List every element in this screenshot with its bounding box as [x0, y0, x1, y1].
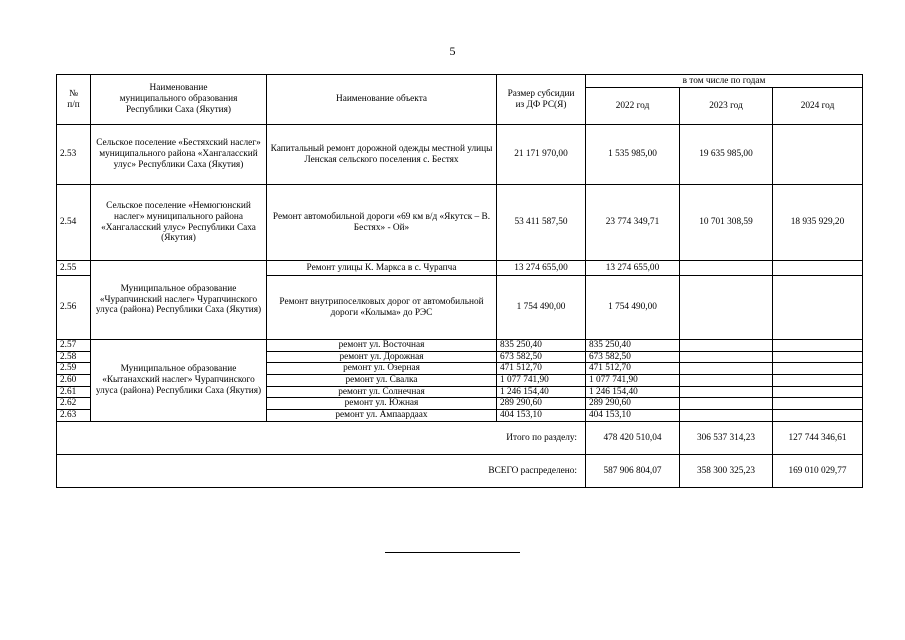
row-object: Ремонт автомобильной дороги «69 км в/д «Якутск – В. Бестях» - Ой»	[267, 185, 497, 261]
header-municipality: Наименование муниципального образования Республики Саха (Якутия)	[91, 75, 267, 125]
row-num: 2.60	[57, 375, 91, 387]
row-object: ремонт ул. Озерная	[267, 363, 497, 375]
header-num: № п/п	[57, 75, 91, 125]
header-years-group: в том числе по годам	[586, 75, 863, 88]
table-row	[57, 125, 863, 185]
row-object: Ремонт внутрипоселковых дорог от автомобильной дороги «Колыма» до РЭС	[267, 276, 497, 340]
row-2023	[680, 261, 773, 276]
row-2022: 404 153,10	[586, 410, 680, 422]
header-object: Наименование объекта	[267, 75, 497, 125]
row-2023	[680, 386, 773, 398]
row-num: 2.54	[57, 185, 91, 261]
row-subsidy: 835 250,40	[497, 340, 586, 352]
row-2024	[773, 276, 863, 340]
row-object: ремонт ул. Солнечная	[267, 386, 497, 398]
grand-total-row	[57, 454, 863, 487]
row-subsidy: 53 411 587,50	[497, 185, 586, 261]
row-object: ремонт ул. Ампаардаах	[267, 410, 497, 422]
row-2024	[773, 363, 863, 375]
grand-total-2022: 358 300 325,23	[680, 454, 773, 487]
grand-total-subsidy: 587 906 804,07	[586, 454, 680, 487]
row-2024	[773, 410, 863, 422]
row-subsidy: 471 512,70	[497, 363, 586, 375]
section-total-2023: 127 744 346,61	[773, 421, 863, 454]
row-2022: 835 250,40	[586, 340, 680, 352]
row-num: 2.53	[57, 125, 91, 185]
row-2023: 10 701 308,59	[680, 185, 773, 261]
row-subsidy: 13 274 655,00	[497, 261, 586, 276]
row-2023	[680, 398, 773, 410]
header-2023: 2023 год	[680, 88, 773, 125]
row-2022: 1 077 741,90	[586, 375, 680, 387]
row-subsidy: 21 171 970,00	[497, 125, 586, 185]
row-2023	[680, 375, 773, 387]
table-row	[57, 340, 863, 352]
row-2022: 289 290,60	[586, 398, 680, 410]
row-municipality: Муниципальное образование «Чурапчинский наслег» Чурапчинского улуса (района) Республики Саха (Якутия)	[91, 261, 267, 340]
row-2023: 19 635 985,00	[680, 125, 773, 185]
header-2024: 2024 год	[773, 88, 863, 125]
row-object: Ремонт улицы К. Маркса в с. Чурапча	[267, 261, 497, 276]
row-subsidy: 1 246 154,40	[497, 386, 586, 398]
row-2022: 23 774 349,71	[586, 185, 680, 261]
row-2024	[773, 261, 863, 276]
row-2024	[773, 375, 863, 387]
row-num: 2.58	[57, 351, 91, 363]
row-2024	[773, 386, 863, 398]
section-total-row	[57, 421, 863, 454]
row-2023	[680, 340, 773, 352]
subsidy-distribution-table	[56, 74, 863, 488]
grand-total-2023: 169 010 029,77	[773, 454, 863, 487]
page-number: 5	[449, 44, 456, 58]
row-2024	[773, 351, 863, 363]
row-2024	[773, 125, 863, 185]
section-total-label: Итого по разделу:	[57, 421, 586, 454]
row-2024	[773, 340, 863, 352]
row-num: 2.61	[57, 386, 91, 398]
row-object: Капитальный ремонт дорожной одежды местной улицы Ленская сельского поселения с. Бестях	[267, 125, 497, 185]
section-total-subsidy: 478 420 510,04	[586, 421, 680, 454]
row-2022: 13 274 655,00	[586, 261, 680, 276]
row-num: 2.59	[57, 363, 91, 375]
row-num: 2.63	[57, 410, 91, 422]
row-2023	[680, 351, 773, 363]
row-2024	[773, 398, 863, 410]
row-subsidy: 1 077 741,90	[497, 375, 586, 387]
row-subsidy: 1 754 490,00	[497, 276, 586, 340]
row-2023	[680, 276, 773, 340]
row-municipality: Сельское поселение «Немюгюнский наслег» муниципального района «Хангаласский улус» Республики Саха (Якутия)	[91, 185, 267, 261]
row-2024: 18 935 929,20	[773, 185, 863, 261]
grand-total-label: ВСЕГО распределено:	[57, 454, 586, 487]
row-subsidy: 289 290,60	[497, 398, 586, 410]
row-2022: 1 535 985,00	[586, 125, 680, 185]
row-2022: 673 582,50	[586, 351, 680, 363]
row-2022: 1 754 490,00	[586, 276, 680, 340]
row-object: ремонт ул. Южная	[267, 398, 497, 410]
row-subsidy: 404 153,10	[497, 410, 586, 422]
row-object: ремонт ул. Свалка	[267, 375, 497, 387]
table-row	[57, 185, 863, 261]
row-num: 2.57	[57, 340, 91, 352]
row-num: 2.55	[57, 261, 91, 276]
row-2022: 471 512,70	[586, 363, 680, 375]
row-object: ремонт ул. Восточная	[267, 340, 497, 352]
header-subsidy: Размер субсидии из ДФ РС(Я)	[497, 75, 586, 125]
row-object: ремонт ул. Дорожная	[267, 351, 497, 363]
row-municipality: Муниципальное образование «Кытанахский наслег» Чурапчинского улуса (района) Республики Саха (Якутия)	[91, 340, 267, 422]
footer-separator-line	[385, 552, 520, 553]
header-2022: 2022 год	[586, 88, 680, 125]
row-2023	[680, 363, 773, 375]
table-row	[57, 261, 863, 276]
row-2022: 1 246 154,40	[586, 386, 680, 398]
row-municipality: Сельское поселение «Бестяхский наслег» муниципального района «Хангаласский улус» Республики Саха (Якутия)	[91, 125, 267, 185]
row-num: 2.62	[57, 398, 91, 410]
section-total-2022: 306 537 314,23	[680, 421, 773, 454]
row-subsidy: 673 582,50	[497, 351, 586, 363]
row-2023	[680, 410, 773, 422]
row-num: 2.56	[57, 276, 91, 340]
